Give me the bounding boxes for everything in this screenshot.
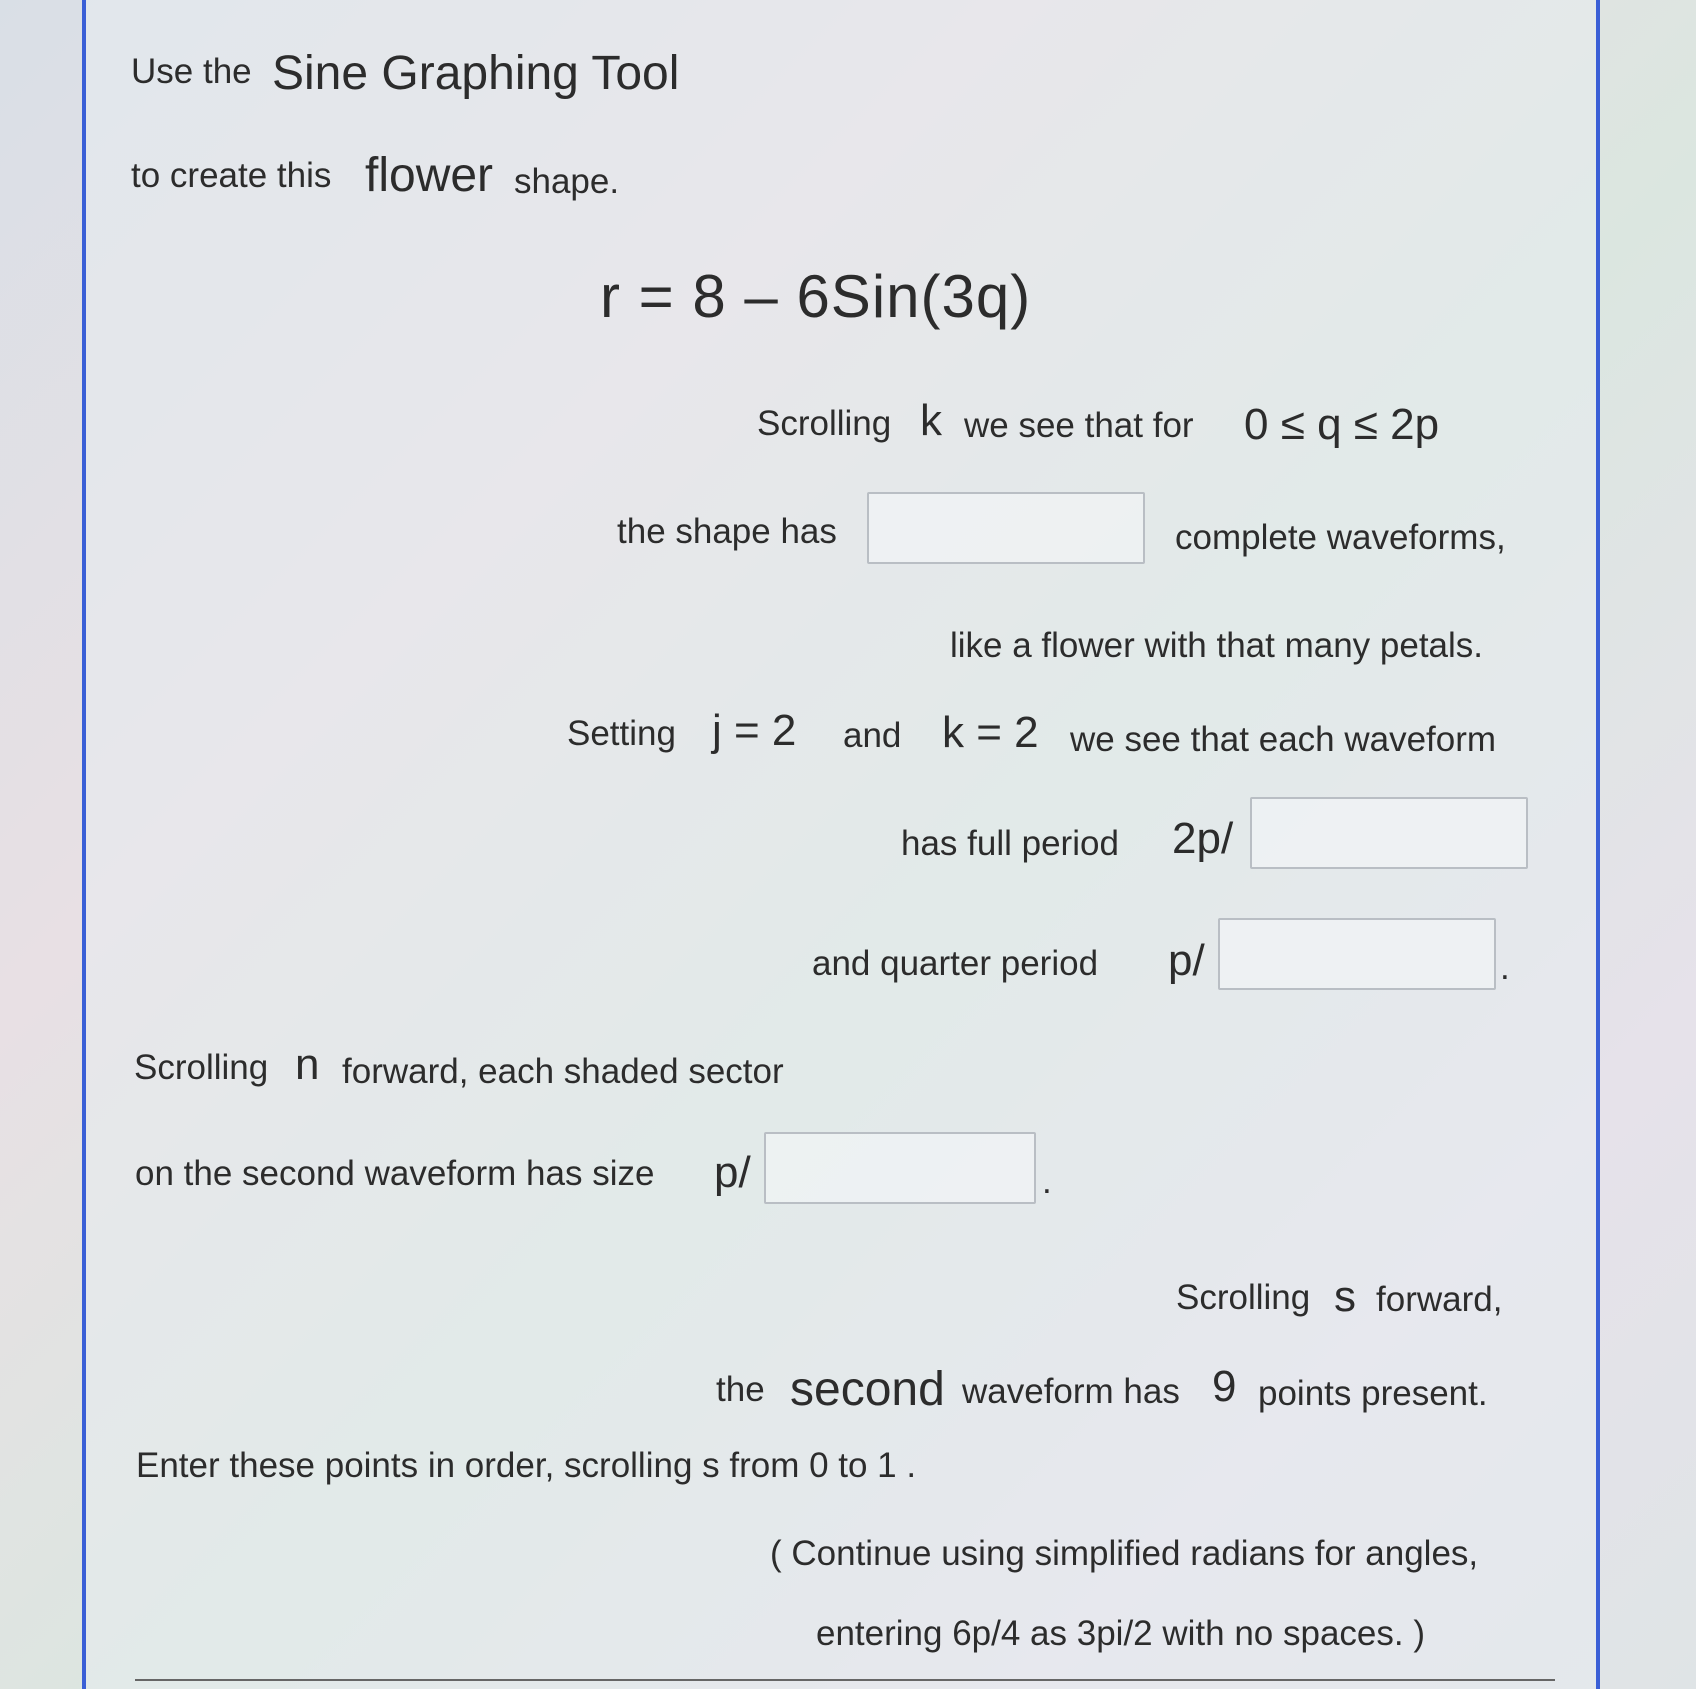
setting-k-value: k = 2	[942, 708, 1039, 757]
enter-points-text: Enter these points in order, scrolling s from 0 to 1 .	[136, 1446, 917, 1485]
setting-and: and	[843, 716, 902, 755]
scrolling-n-prefix: Scrolling	[134, 1048, 269, 1087]
sector-size-period: .	[1042, 1162, 1052, 1201]
second-waveform-the: the	[716, 1370, 765, 1409]
scrolling-k-prefix: Scrolling	[757, 404, 892, 443]
polar-equation: r = 8 – 6Sin(3q)	[600, 263, 1032, 330]
full-period-input[interactable]	[1250, 797, 1528, 869]
theta-range: 0 ≤ q ≤ 2p	[1244, 400, 1440, 449]
note-line2: entering 6p/4 as 3pi/2 with no spaces. )	[816, 1614, 1425, 1653]
intro-shape-word: shape.	[514, 162, 620, 201]
intro-flower-word: flower	[365, 149, 494, 202]
waveforms-suffix: complete waveforms,	[1175, 518, 1506, 557]
second-waveform-points: points present.	[1258, 1374, 1488, 1413]
waveforms-count-input[interactable]	[867, 492, 1145, 564]
scrolling-s-prefix: Scrolling	[1176, 1278, 1311, 1317]
second-waveform-second: second	[790, 1363, 945, 1416]
scrolling-s-suffix: forward,	[1376, 1280, 1503, 1319]
quarter-period-period: .	[1500, 948, 1510, 987]
setting-suffix: we see that each waveform	[1070, 720, 1497, 759]
scrolling-k-var: k	[920, 396, 942, 445]
scrolling-k-suffix: we see that for	[964, 406, 1194, 445]
sector-size-input[interactable]	[764, 1132, 1036, 1204]
sector-size-prefix: p/	[714, 1148, 751, 1197]
scrolling-n-suffix: forward, each shaded sector	[342, 1052, 784, 1091]
petals-text: like a flower with that many petals.	[950, 626, 1484, 665]
second-waveform-count: 9	[1212, 1362, 1237, 1411]
note-line1: ( Continue using simplified radians for angles,	[770, 1534, 1479, 1573]
scrolling-n-var: n	[295, 1040, 320, 1089]
full-period-prefix: 2p/	[1172, 814, 1234, 863]
intro-to-create: to create this	[131, 156, 332, 195]
scrolling-s-var: s	[1334, 1272, 1356, 1321]
full-period-label: has full period	[901, 824, 1119, 863]
sector-size-label: on the second waveform has size	[135, 1154, 655, 1193]
setting-j-value: j = 2	[712, 706, 797, 755]
quarter-period-label: and quarter period	[812, 944, 1099, 983]
sine-graphing-tool-link[interactable]: Sine Graphing Tool	[272, 47, 680, 100]
second-waveform-has: waveform has	[962, 1372, 1180, 1411]
quarter-period-input[interactable]	[1218, 918, 1496, 990]
waveforms-prefix: the shape has	[617, 512, 837, 551]
setting-prefix: Setting	[567, 714, 676, 753]
bottom-divider	[135, 1679, 1555, 1681]
quarter-period-prefix: p/	[1168, 936, 1205, 985]
intro-use-the: Use the	[131, 52, 252, 91]
